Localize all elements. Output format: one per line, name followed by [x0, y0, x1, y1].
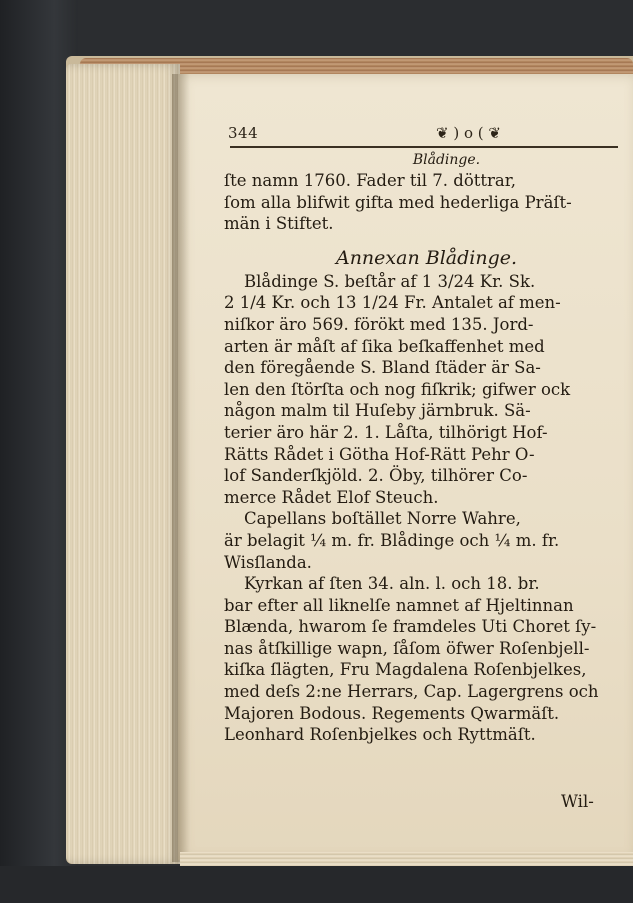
- text-line: Wisſlanda.: [224, 552, 312, 572]
- text-line: Leonhard Roſenbjelkes och Ryttmäſt.: [224, 725, 536, 745]
- text-line: nas åtſkillige wapn, ſåſom öfwer Roſenbjell-: [224, 638, 590, 658]
- text-line: Blænda, hwarom ſe framdeles Uti Choret ſy-: [224, 617, 597, 637]
- text-line: ſom alla blifwit gifta med hederliga Präſt-: [224, 192, 572, 212]
- text-line: lof Sanderſkjöld. 2. Öby, tilhörer Co-: [224, 466, 528, 486]
- text-line: niſkor äro 569. förökt med 135. Jord-: [224, 314, 534, 334]
- text-line: är belagit ¼ m. fr. Blådinge och ¼ m. fr.: [224, 530, 560, 550]
- paragraph-church: [224, 573, 629, 746]
- text-line: arten är måſt af ſika beſkaffenhet med: [224, 336, 545, 356]
- running-title: Blådinge.: [412, 152, 481, 168]
- text-line: Kyrkan af ſten 34. aln. l. och 18. br.: [244, 574, 540, 594]
- text-line: med deſs 2:ne Herrars, Cap. Lagergrens och: [224, 682, 599, 702]
- page-text: [224, 150, 629, 746]
- page-number: 344: [228, 124, 259, 142]
- catchword: Wil-: [561, 792, 594, 811]
- text-line: ſte namn 1760. Fader til 7. döttrar,: [224, 171, 517, 190]
- background-bottom: [0, 866, 633, 903]
- ornament-divider: ❦ ) o ( ❦: [436, 124, 501, 142]
- text-line: merce Rådet Elof Steuch.: [224, 487, 439, 507]
- text-line: Rätts Rådet i Götha Hof-Rätt Pehr O-: [224, 444, 535, 464]
- text-line: kiſka ſlägten, Fru Magdalena Roſenbjelkes,: [224, 660, 587, 680]
- header-rule: [230, 146, 618, 148]
- text-line: Capellans boſtället Norre Wahre,: [244, 509, 521, 529]
- book-bottom-edge: [180, 852, 633, 866]
- text-line: 2 1/4 Kr. och 13 1/24 Fr. Antalet af men-: [224, 293, 561, 313]
- text-line: Blådinge S. beſtår af 1 3/24 Kr. Sk.: [244, 271, 536, 291]
- text-line: den föregående S. Bland ſtäder är Sa-: [224, 358, 541, 378]
- paragraph-chaplain: [224, 508, 629, 573]
- section-heading: Annexan Blådinge.: [335, 246, 518, 269]
- running-head: [228, 124, 623, 144]
- text-line: Majoren Bodous. Regements Qwarmäſt.: [224, 703, 560, 723]
- text-line: män i Stiftet.: [224, 214, 334, 234]
- book-page-edges: [66, 64, 180, 864]
- text-line: bar efter all liknelſe namnet af Hjeltinnan: [224, 595, 574, 615]
- spine-shadow: [172, 74, 190, 862]
- text-line: någon malm til Huſeby järnbruk. Sä-: [224, 401, 531, 421]
- text-line: terier äro här 2. 1. Låſta, tilhörigt Hof-: [224, 422, 548, 442]
- text-line: len den ſtörſta och nog fiſkrik; gifwer ock: [224, 379, 571, 399]
- paragraph-daughters: [224, 170, 629, 235]
- paragraph-parish: [224, 271, 629, 509]
